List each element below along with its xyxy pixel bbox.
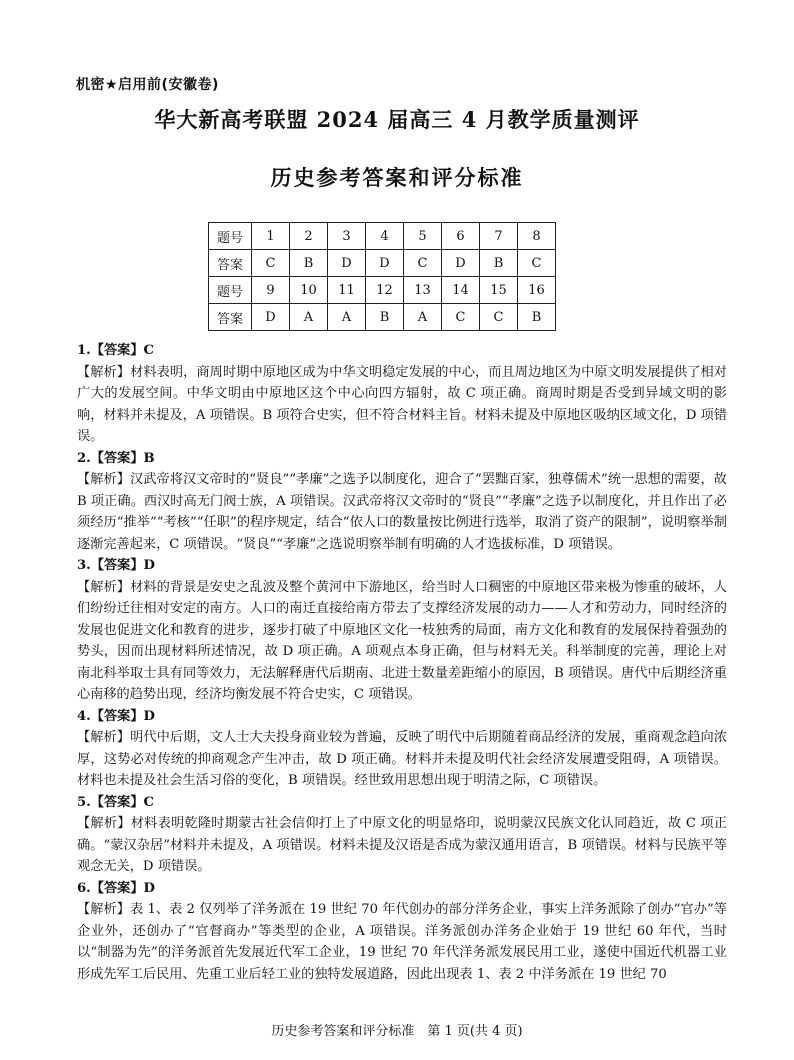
table-cell: A xyxy=(404,304,442,331)
table-cell: 7 xyxy=(480,223,518,250)
table-cell: C xyxy=(480,304,518,331)
table-row xyxy=(209,304,556,331)
confidential-label: 机密★启用前(安徽卷) xyxy=(76,77,219,93)
table-cell: C xyxy=(442,304,480,331)
question-block xyxy=(77,448,727,556)
question-block xyxy=(77,555,727,706)
question-block xyxy=(77,706,727,792)
table-cell: C xyxy=(518,250,556,277)
question-block xyxy=(77,792,727,878)
table-cell: 14 xyxy=(442,277,480,304)
table-cell: 9 xyxy=(252,277,290,304)
table-cell: 3 xyxy=(328,223,366,250)
table-cell: B xyxy=(480,250,518,277)
question-answer: 6.【答案】D xyxy=(77,880,155,896)
exam-title: 华大新高考联盟 2024 届高三 4 月教学质量测评 xyxy=(154,107,640,132)
table-cell: B xyxy=(290,250,328,277)
table-cell: A xyxy=(290,304,328,331)
table-cell: B xyxy=(518,304,556,331)
table-cell: D xyxy=(328,250,366,277)
table-cell: D xyxy=(252,304,290,331)
table-cell: A xyxy=(328,304,366,331)
question-analysis: 【解析】材料的背景是安史之乱波及整个黄河中下游地区，给当时人口稠密的中原地区带来极为惨重的破坏，人们纷纷迁往相对安定的南方。人口的南迁直接给南方带去了支撑经济发展的动力——人才和劳动力，同时经济的发展也促进文化和教育的进步，逐步打破了中原地区文化一枝独秀的局面，南方文化和教育的发展保持着强劲的势头，因而出现材料所述情况，故 D 项正确。A 项观点本身正确，但与材料无关。科举制度的完善，理论上对南北科举取士具有同等效力，无法解释唐代后期南、北进士数量差距缩小的原因，B 项错误。唐代中后期经济重心南移的趋势出现，经济均衡发展不符合史实，C 项错误。 xyxy=(77,579,727,702)
table-cell: C xyxy=(252,250,290,277)
table-cell: 13 xyxy=(404,277,442,304)
row-label-cell: 答案 xyxy=(209,304,252,331)
table-cell: 2 xyxy=(290,223,328,250)
question-block xyxy=(77,340,727,448)
table-row xyxy=(209,277,556,304)
question-answer: 4.【答案】D xyxy=(77,708,155,724)
table-cell: 15 xyxy=(480,277,518,304)
question-analysis: 【解析】材料表明乾隆时期蒙古社会信仰打上了中原文化的明显烙印，说明蒙汉民族文化认同趋近，故 C 项正确。“蒙汉杂居”材料并未提及，A 项错误。材料未提及汉语是否成为蒙汉通用语言，B 项错误。材料与民族平等观念无关，D 项错误。 xyxy=(77,816,727,874)
table-cell: B xyxy=(366,304,404,331)
question-analysis: 【解析】材料表明，商周时期中原地区成为中华文明稳定发展的中心，而且周边地区为中原文明发展提供了相对广大的发展空间。中华文明由中原地区这个中心向四方辐射，故 C 项正确。商周时期是否受到异域文明的影响，材料并未提及，A 项错误。B 项符合史实，但不符合材料主旨。材料未提及中原地区吸纳区域文化，D 项错误。 xyxy=(77,364,727,444)
table-cell: 16 xyxy=(518,277,556,304)
question-analysis: 【解析】表 1、表 2 仅列举了洋务派在 19 世纪 70 年代创办的部分洋务企业，事实上洋务派除了创办“官办”等企业外，还创办了“官督商办”等类型的企业，A 项错误。洋务派创办洋务企业始于 19 世纪 60 年代，当时以“制器为先”的洋务派首先发展近代军工企业，19 世纪 70 年代洋务派发展民用工业，遂使中国近代机器工业形成先军工后民用、先重工业后轻工业的独特发展道路，因此出现表 1、表 2 中洋务派在 19 世纪 70 xyxy=(77,902,727,982)
question-answer: 3.【答案】D xyxy=(77,558,155,573)
table-cell: 12 xyxy=(366,277,404,304)
row-label-cell: 题号 xyxy=(209,277,252,304)
question-answer: 1.【答案】C xyxy=(77,343,155,358)
question-analysis: 【解析】明代中后期，文人士大夫投身商业较为普遍，反映了明代中后期随着商品经济的发展，重商观念趋向浓厚，这势必对传统的抑商观念产生冲击，故 D 项正确。材料并未提及明代社会经济发展遭受阻碍，A 项错误。材料也未提及社会生活习俗的变化，B 项错误。经世致用思想出现于明清之际，C 项错误。 xyxy=(77,730,727,788)
answer-explanations xyxy=(77,340,727,985)
table-cell: 6 xyxy=(442,223,480,250)
table-cell: D xyxy=(442,250,480,277)
row-label-cell: 题号 xyxy=(209,223,252,250)
question-answer: 2.【答案】B xyxy=(77,450,155,466)
table-cell: 8 xyxy=(518,223,556,250)
table-cell: 5 xyxy=(404,223,442,250)
row-label-cell: 答案 xyxy=(209,250,252,277)
table-cell: 11 xyxy=(328,277,366,304)
question-block xyxy=(77,878,727,986)
page-footer: 历史参考答案和评分标准 第 1 页(共 4 页) xyxy=(271,1024,523,1039)
table-cell: 1 xyxy=(252,223,290,250)
table-cell: 10 xyxy=(290,277,328,304)
table-row xyxy=(209,250,556,277)
answer-table xyxy=(208,222,556,331)
table-row xyxy=(209,223,556,250)
table-cell: C xyxy=(404,250,442,277)
question-answer: 5.【答案】C xyxy=(77,794,155,810)
question-analysis: 【解析】汉武帝将汉文帝时的“贤良”“孝廉”之选予以制度化，迎合了“罢黜百家，独尊儒术”统一思想的需要，故 B 项正确。西汉时高无门阀士族，A 项错误。汉武帝将汉文帝时的“贤良”“孝廉”之选予以制度化，并且作出了必须经历“推举”“考核”“任职”的程序规定，结合“依人口的数量按比例进行选举，取消了资产的限制”，说明察举制逐渐完善起来，C 项错误。“贤良”“孝廉”之选说明察举制有明确的人才选拔标准，D 项错误。 xyxy=(77,472,727,552)
document-title: 历史参考答案和评分标准 xyxy=(270,166,524,190)
table-cell: 4 xyxy=(366,223,404,250)
table-cell: D xyxy=(366,250,404,277)
